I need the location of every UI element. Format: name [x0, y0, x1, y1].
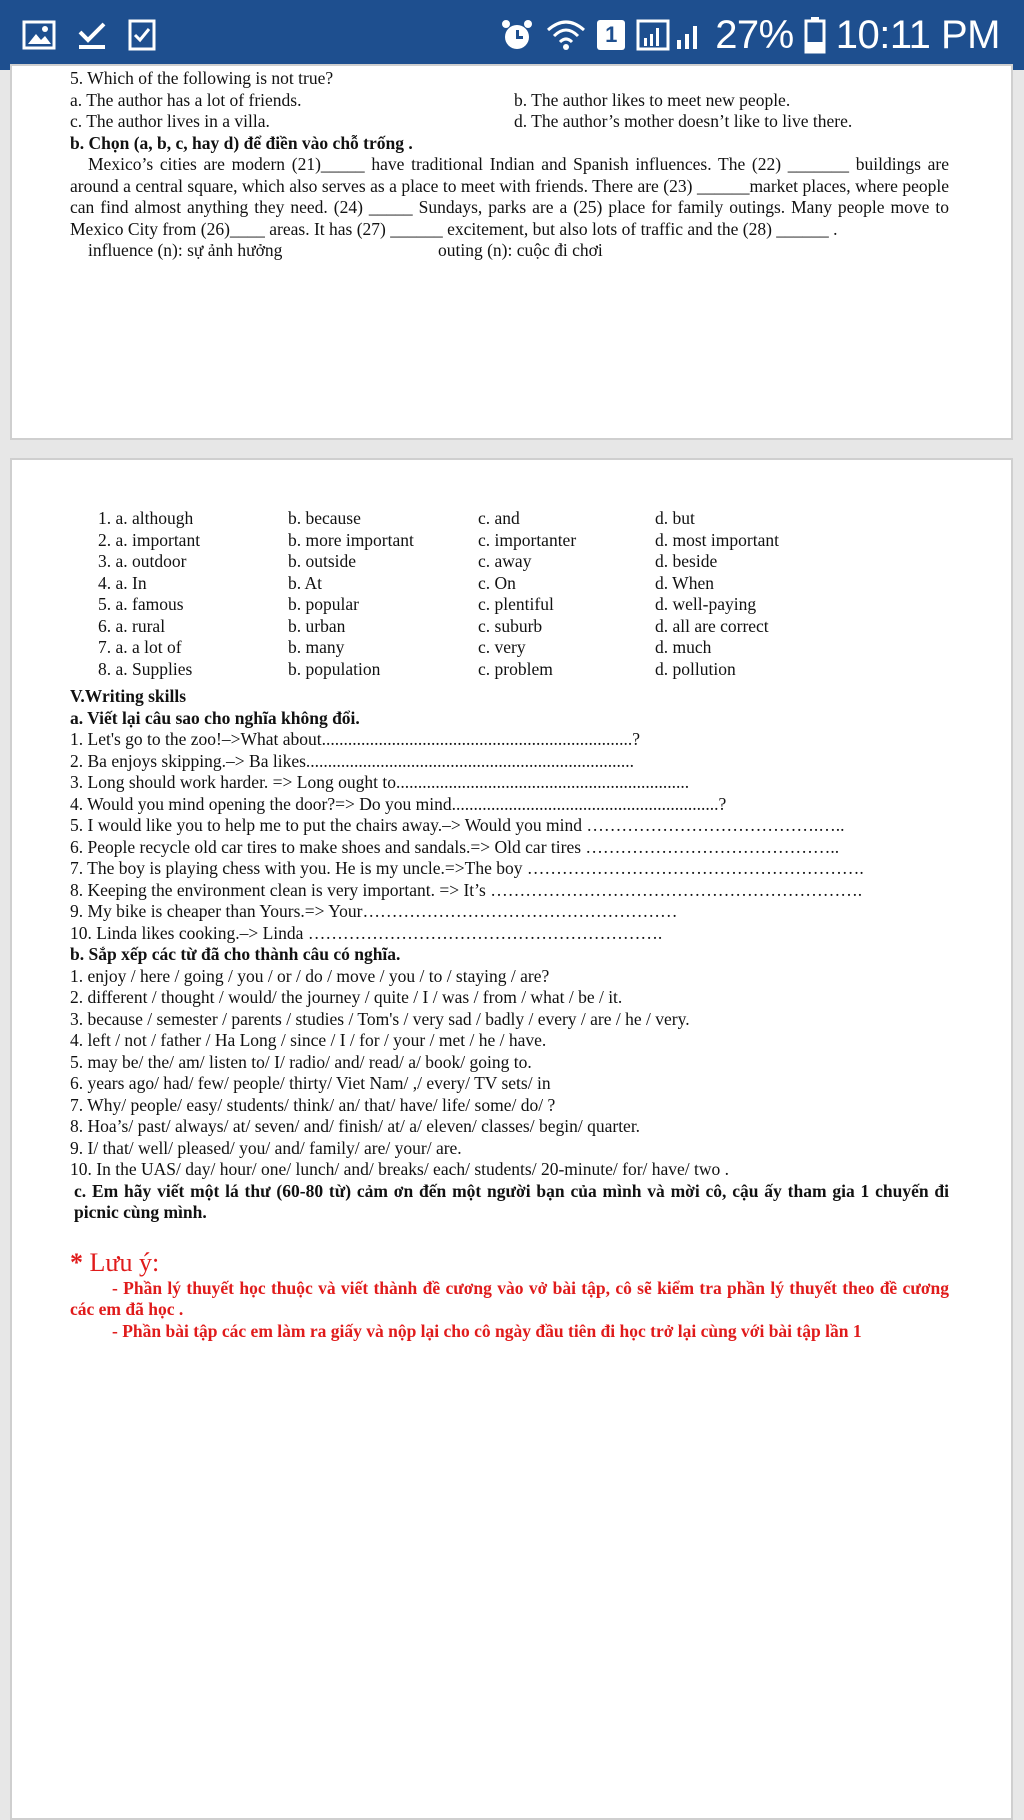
answer-options-table: [70, 508, 949, 680]
list-item: 5. may be/ the/ am/ listen to/ I/ radio/ and/ read/ a/ book/ going to.: [70, 1051, 532, 1072]
alarm-icon: [499, 17, 535, 53]
note-title: Lưu ý:: [89, 1247, 160, 1277]
writing-skills-heading: V.Writing skills: [70, 686, 187, 706]
list-item: 1. Let's go to the zoo!–>What about.......................................................................?: [70, 729, 641, 749]
list-item: 1. enjoy / here / going / you / or / do / move / you / to / staying / are?: [70, 965, 550, 986]
list-item: 4. left / not / father / Ha Long / since / I / for / your / met / he / have.: [70, 1030, 547, 1050]
list-item: 10. Linda likes cooking.–> Linda …………………………………………………….: [70, 922, 663, 943]
q5-option-c: c. The author lives in a villa.: [70, 111, 270, 131]
options-row: 8. a. Supplies b. population c. problem d. pollution: [98, 658, 736, 679]
status-bar: [0, 0, 1024, 70]
battery-icon: [804, 16, 826, 54]
list-item: 5. I would like you to help me to put the chairs away.–> Would you mind ………………………………….…..: [70, 815, 845, 835]
vocabulary-notes: [70, 240, 949, 262]
options-row: 1. a. although b. because c. and d. but: [98, 508, 695, 528]
list-item: 7. The boy is playing chess with you. He is my uncle.=>The boy ………………………………………………….: [70, 858, 864, 878]
q5-options-row-2: [70, 111, 949, 133]
list-item: 9. My bike is cheaper than Yours.=> Your………………………………………………: [70, 901, 678, 921]
download-done-icon: [76, 20, 108, 50]
list-item: 9. I/ that/ well/ pleased/ you/ and/ family/ are/ your/ are.: [70, 1137, 462, 1158]
vocab-outing: outing (n): cuộc đi chơi: [438, 240, 603, 260]
note-item: - Phần bài tập các em làm ra giấy và nộp lại cho cô ngày đầu tiên đi học trở lại cùng với bài tập lần 1: [112, 1320, 862, 1341]
note-heading: [70, 1248, 949, 1278]
signal-icon: [635, 18, 705, 52]
vocab-influence: influence (n): sự ảnh hưởng: [88, 240, 283, 260]
note-item: - Phần lý thuyết học thuộc và viết thành đề cương vào vở bài tập, cô sẽ kiểm tra phần lý thuyết theo đề cương các em đã học .: [70, 1277, 949, 1319]
wifi-icon: [545, 18, 587, 52]
checkbox-icon: [128, 19, 156, 51]
document-page-1[interactable]: [10, 64, 1013, 440]
asterisk-icon: *: [70, 1247, 83, 1277]
options-row: 4. a. In b. At c. On d. When: [98, 572, 714, 593]
q5-option-d: d. The author’s mother doesn’t like to live there.: [514, 111, 853, 131]
options-row: 6. a. rural b. urban c. suburb d. all are correct: [98, 615, 769, 636]
section-b-title: b. Chọn (a, b, c, hay d) để điền vào chỗ trống .: [70, 132, 413, 153]
list-item: 3. Long should work harder. => Long ought to...................................................................: [70, 772, 690, 792]
sim-icon: 1: [597, 20, 625, 50]
cloze-passage: Mexico’s cities are modern (21)_____ have traditional Indian and Spanish influences. The (22) _______ buildings are around a central square, which also serves as a place to meet with friends. There are (23) ______market places, where people can find almost anything they need. (24) _____ Sundays, parks are a (25) place for family outings. Many people move to Mexico City from (26)____ areas. It has (27) ______ excitement, but also lots of traffic and the (28) ______ .: [70, 154, 949, 239]
list-item: 2. Ba enjoys skipping.–> Ba likes...........................................................................: [70, 750, 635, 771]
rewrite-list: [70, 729, 949, 944]
image-icon: [22, 20, 56, 50]
q5-option-b: b. The author likes to meet new people.: [514, 89, 791, 110]
list-item: 7. Why/ people/ easy/ students/ think/ an/ that/ have/ life/ some/ do/ ?: [70, 1094, 556, 1115]
list-item: 6. People recycle old car tires to make shoes and sandals.=> Old car tires ……………………………………..: [70, 836, 840, 857]
list-item: 6. years ago/ had/ few/ people/ thirty/ Viet Nam/ ,/ every/ TV sets/ in: [70, 1073, 551, 1093]
options-row: 3. a. outdoor b. outside c. away d. beside: [98, 551, 718, 571]
options-row: 2. a. important b. more important c. importanter d. most important: [98, 529, 779, 550]
list-item: 2. different / thought / would/ the journey / quite / I / was / from / what / be / it.: [70, 987, 623, 1007]
question-5: 5. Which of the following is not true?: [70, 68, 334, 88]
list-item: 8. Keeping the environment clean is very important. => It’s ……………………………………………………….: [70, 879, 863, 900]
rewrite-section-title: a. Viết lại câu sao cho nghĩa không đổi.: [70, 707, 360, 728]
clock: 10:11 PM: [835, 12, 1000, 57]
battery-percent: 27%: [715, 12, 794, 57]
list-item: 4. Would you mind opening the door?=> Do you mind.............................................................?: [70, 793, 727, 814]
list-item: 10. In the UAS/ day/ hour/ one/ lunch/ and/ breaks/ each/ students/ 20-minute/ for/ have/ two .: [70, 1159, 730, 1179]
list-item: 8. Hoa’s/ past/ always/ at/ seven/ and/ finish/ at/ a/ eleven/ classes/ begin/ quarter.: [70, 1116, 641, 1136]
letter-writing-task: c. Em hãy viết một lá thư (60-80 từ) cảm ơn đến một người bạn của mình và mời cô, cậu ấy tham gia 1 chuyến đi picnic cùng mình.: [74, 1180, 949, 1222]
reorder-list: [70, 966, 949, 1181]
options-row: 5. a. famous b. popular c. plentiful d. well-paying: [98, 594, 757, 614]
q5-options-row-1: [70, 90, 949, 112]
reorder-section-title: b. Sắp xếp các từ đã cho thành câu có nghĩa.: [70, 944, 401, 964]
q5-option-a: a. The author has a lot of friends.: [70, 89, 302, 110]
document-page-2[interactable]: [10, 458, 1013, 1820]
options-row: 7. a. a lot of b. many c. very d. much: [98, 637, 712, 657]
list-item: 3. because / semester / parents / studies / Tom's / very sad / badly / every / are / he / very.: [70, 1008, 690, 1029]
